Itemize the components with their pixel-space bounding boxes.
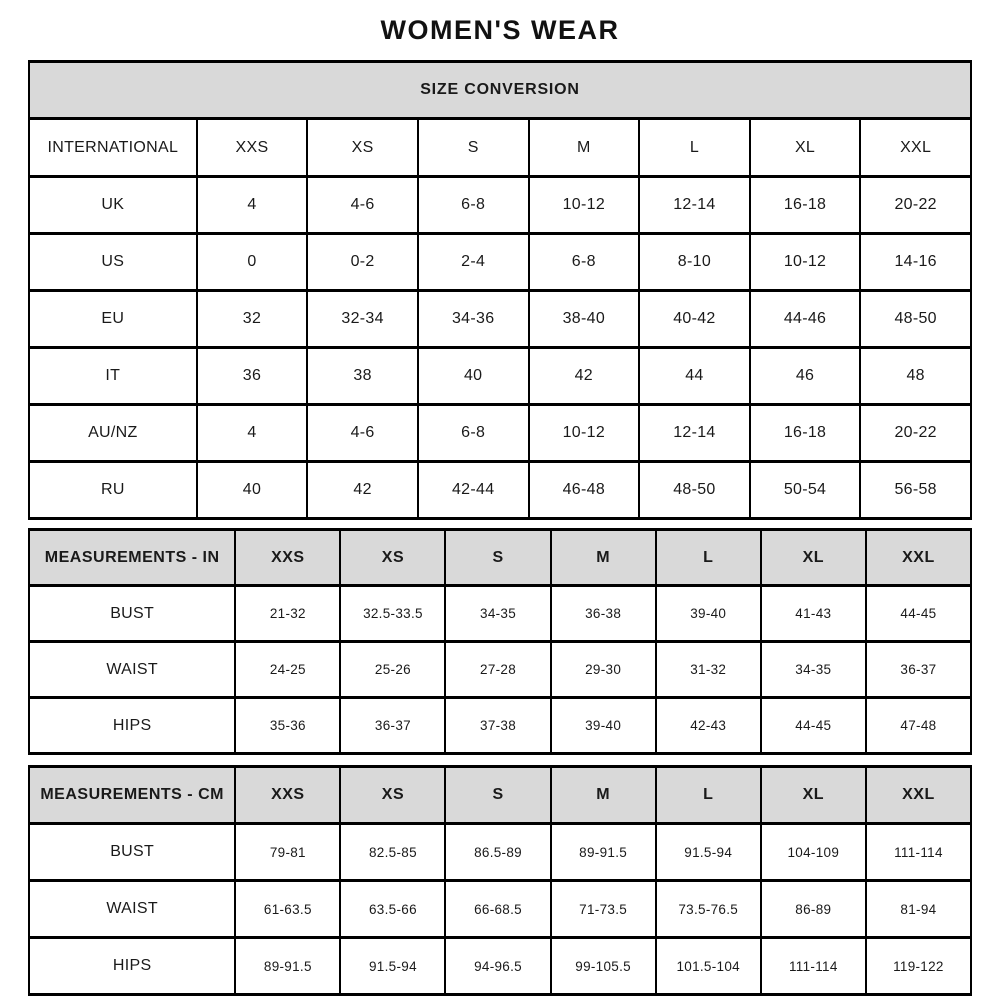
value-cell: 39-40	[551, 698, 656, 754]
value-cell: 47-48	[866, 698, 971, 754]
corner-header-cell: MEASUREMENTS - IN	[29, 530, 235, 586]
value-cell: 35-36	[235, 698, 340, 754]
column-header-cell: XXS	[197, 119, 308, 177]
row-label-cell: WAIST	[29, 642, 235, 698]
value-cell: 27-28	[445, 642, 550, 698]
columns-row	[29, 530, 971, 586]
column-header-cell: XS	[307, 119, 418, 177]
value-cell: 25-26	[340, 642, 445, 698]
value-cell: 48-50	[639, 462, 750, 519]
table-row	[29, 586, 971, 642]
column-header-cell: XL	[761, 530, 866, 586]
value-cell: 42-43	[656, 698, 761, 754]
row-label-cell: HIPS	[29, 938, 235, 995]
value-cell: 34-35	[761, 642, 866, 698]
value-cell: 12-14	[639, 177, 750, 234]
value-cell: 34-35	[445, 586, 550, 642]
value-cell: 31-32	[656, 642, 761, 698]
banner-row	[29, 62, 971, 119]
value-cell: 86-89	[761, 881, 866, 938]
value-cell: 89-91.5	[551, 824, 656, 881]
value-cell: 44-45	[866, 586, 971, 642]
value-cell: 16-18	[750, 405, 861, 462]
column-header-cell: XS	[340, 530, 445, 586]
columns-row	[29, 767, 971, 824]
page-title: WOMEN'S WEAR	[380, 15, 620, 45]
value-cell: 38-40	[529, 291, 640, 348]
value-cell: 6-8	[418, 177, 529, 234]
size-conversion-table	[28, 60, 972, 520]
value-cell: 29-30	[551, 642, 656, 698]
value-cell: 66-68.5	[445, 881, 550, 938]
value-cell: 56-58	[860, 462, 971, 519]
column-header-cell: XXL	[866, 530, 971, 586]
value-cell: 99-105.5	[551, 938, 656, 995]
value-cell: 41-43	[761, 586, 866, 642]
value-cell: 36-37	[866, 642, 971, 698]
table-row	[29, 824, 971, 881]
column-header-cell: M	[551, 530, 656, 586]
row-label-cell: UK	[29, 177, 197, 234]
value-cell: 21-32	[235, 586, 340, 642]
column-header-cell: S	[445, 530, 550, 586]
value-cell: 61-63.5	[235, 881, 340, 938]
value-cell: 94-96.5	[445, 938, 550, 995]
value-cell: 20-22	[860, 177, 971, 234]
row-label-cell: BUST	[29, 586, 235, 642]
value-cell: 37-38	[445, 698, 550, 754]
value-cell: 91.5-94	[656, 824, 761, 881]
value-cell: 34-36	[418, 291, 529, 348]
table-row	[29, 938, 971, 995]
value-cell: 39-40	[656, 586, 761, 642]
table-banner: SIZE CONVERSION	[29, 62, 971, 119]
table-row	[29, 642, 971, 698]
table-row	[29, 234, 971, 291]
value-cell: 48-50	[860, 291, 971, 348]
columns-row	[29, 119, 971, 177]
value-cell: 91.5-94	[340, 938, 445, 995]
measurements-in-table	[28, 528, 972, 755]
row-label-cell: WAIST	[29, 881, 235, 938]
table-row	[29, 881, 971, 938]
column-header-cell: XL	[750, 119, 861, 177]
value-cell: 40	[418, 348, 529, 405]
value-cell: 81-94	[866, 881, 971, 938]
table-row	[29, 462, 971, 519]
value-cell: 42	[307, 462, 418, 519]
value-cell: 8-10	[639, 234, 750, 291]
value-cell: 42	[529, 348, 640, 405]
value-cell: 46	[750, 348, 861, 405]
row-label-cell: AU/NZ	[29, 405, 197, 462]
value-cell: 10-12	[529, 405, 640, 462]
value-cell: 111-114	[761, 938, 866, 995]
column-header-cell: XXS	[235, 767, 340, 824]
value-cell: 73.5-76.5	[656, 881, 761, 938]
value-cell: 0-2	[307, 234, 418, 291]
value-cell: 119-122	[866, 938, 971, 995]
column-header-cell: M	[529, 119, 640, 177]
table-row	[29, 698, 971, 754]
value-cell: 38	[307, 348, 418, 405]
row-label-cell: EU	[29, 291, 197, 348]
value-cell: 40	[197, 462, 308, 519]
value-cell: 0	[197, 234, 308, 291]
column-header-cell: L	[656, 767, 761, 824]
value-cell: 32.5-33.5	[340, 586, 445, 642]
value-cell: 20-22	[860, 405, 971, 462]
value-cell: 44-45	[761, 698, 866, 754]
column-header-cell: XXS	[235, 530, 340, 586]
column-header-cell: M	[551, 767, 656, 824]
table-row	[29, 348, 971, 405]
value-cell: 40-42	[639, 291, 750, 348]
value-cell: 89-91.5	[235, 938, 340, 995]
corner-header-cell: INTERNATIONAL	[29, 119, 197, 177]
value-cell: 63.5-66	[340, 881, 445, 938]
value-cell: 44-46	[750, 291, 861, 348]
value-cell: 4-6	[307, 405, 418, 462]
column-header-cell: L	[639, 119, 750, 177]
value-cell: 12-14	[639, 405, 750, 462]
column-header-cell: XXL	[860, 119, 971, 177]
value-cell: 79-81	[235, 824, 340, 881]
value-cell: 10-12	[750, 234, 861, 291]
column-header-cell: S	[445, 767, 550, 824]
value-cell: 4-6	[307, 177, 418, 234]
column-header-cell: XXL	[866, 767, 971, 824]
value-cell: 82.5-85	[340, 824, 445, 881]
row-label-cell: IT	[29, 348, 197, 405]
value-cell: 71-73.5	[551, 881, 656, 938]
value-cell: 101.5-104	[656, 938, 761, 995]
corner-header-cell: MEASUREMENTS - CM	[29, 767, 235, 824]
value-cell: 32-34	[307, 291, 418, 348]
table-row	[29, 291, 971, 348]
row-label-cell: RU	[29, 462, 197, 519]
value-cell: 46-48	[529, 462, 640, 519]
value-cell: 50-54	[750, 462, 861, 519]
value-cell: 32	[197, 291, 308, 348]
value-cell: 10-12	[529, 177, 640, 234]
row-label-cell: BUST	[29, 824, 235, 881]
row-label-cell: HIPS	[29, 698, 235, 754]
value-cell: 36	[197, 348, 308, 405]
column-header-cell: XS	[340, 767, 445, 824]
column-header-cell: L	[656, 530, 761, 586]
table-row	[29, 405, 971, 462]
value-cell: 111-114	[866, 824, 971, 881]
value-cell: 6-8	[529, 234, 640, 291]
value-cell: 16-18	[750, 177, 861, 234]
value-cell: 42-44	[418, 462, 529, 519]
value-cell: 14-16	[860, 234, 971, 291]
value-cell: 36-37	[340, 698, 445, 754]
value-cell: 4	[197, 405, 308, 462]
value-cell: 86.5-89	[445, 824, 550, 881]
value-cell: 24-25	[235, 642, 340, 698]
value-cell: 104-109	[761, 824, 866, 881]
value-cell: 4	[197, 177, 308, 234]
value-cell: 2-4	[418, 234, 529, 291]
column-header-cell: S	[418, 119, 529, 177]
value-cell: 48	[860, 348, 971, 405]
value-cell: 6-8	[418, 405, 529, 462]
value-cell: 44	[639, 348, 750, 405]
row-label-cell: US	[29, 234, 197, 291]
column-header-cell: XL	[761, 767, 866, 824]
table-row	[29, 177, 971, 234]
value-cell: 36-38	[551, 586, 656, 642]
measurements-cm-table	[28, 765, 972, 996]
